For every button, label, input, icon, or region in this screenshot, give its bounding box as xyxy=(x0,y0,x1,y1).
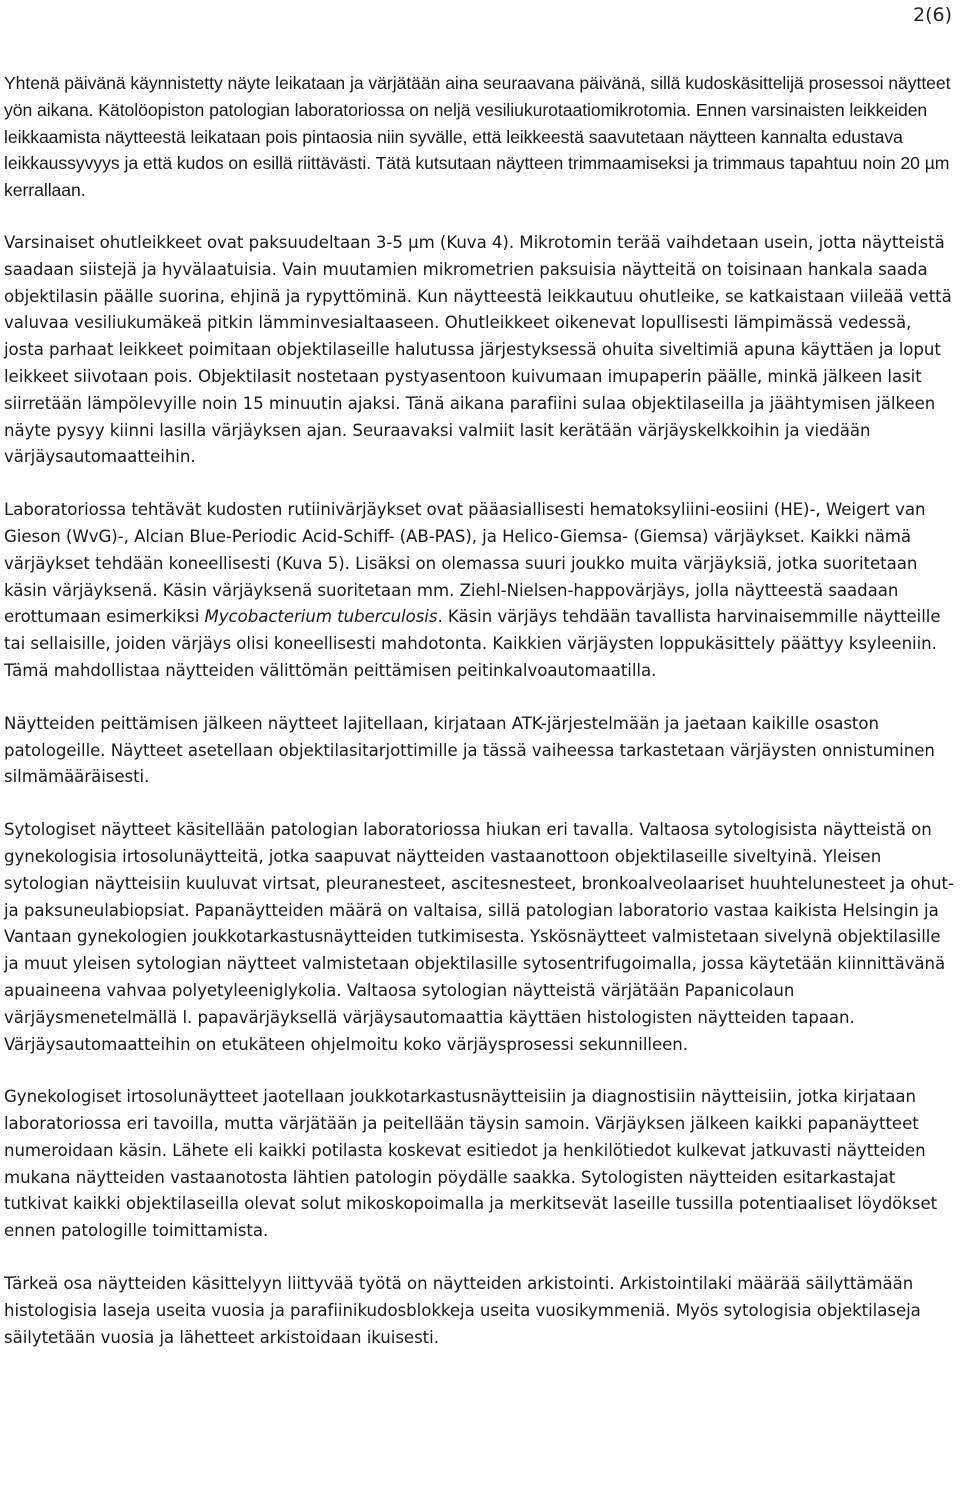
paragraph-text: . Käsin värjäys tehdään tavallista harvinaisemmille näytteille tai sellaisille, joiden värjäys olisi koneellisesti mahdotonta. Kaikkien värjäysten loppukäsittely päättyy ksyleeniin. Tämä mahdollistaa näytteiden välittömän peittämisen peitinkalvoautomaatilla. xyxy=(4,607,941,680)
paragraph-text: Laboratoriossa tehtävät kudosten rutiinivärjäykset ovat pääasiallisesti hematoksyliini-eosiini (HE)-, Weigert van Gieson (WvG)-, Alcian Blue-Periodic Acid-Schiff- (AB-PAS), ja Helico-Giemsa- (Giemsa) värjäykset. Kaikki nämä värjäykset tehdään koneellisesti (Kuva 5). Lisäksi on olemassa suuri joukko muita värjäyksiä, jotka suoritetaan käsin värjäyksenä. Käsin värjäyksenä suoritetaan mm. Ziehl-Nielsen-happovärjäys, jolla näytteestä saadaan erottumaan esimerkiksi xyxy=(4,500,926,627)
paragraph-text: Näytteiden peittämisen jälkeen näytteet lajitellaan, kirjataan ATK-järjestelmään ja jaetaan kaikille osaston patologeille. Näytteet asetellaan objektilasitarjottimille ja tässä vaiheessa tarkastetaan värjäysten onnistuminen silmämääräisesti. xyxy=(4,713,935,787)
paragraph-cytology xyxy=(4,817,956,1058)
paragraph-text: Sytologiset näytteet käsitellään patologian laboratoriossa hiukan eri tavalla. Valtaosa sytologisista näytteistä on gynekologisia irtosolunäytteitä, jotka saapuvat näytteiden vastaanottoon objektilaseille siveltyinä. Yleisen sytologian näytteisiin kuuluvat virtsat, pleuranesteet, ascitesnesteet, bronkoalveolaariset huuhtelunesteet ja ohut- ja paksuneulabiopsiat. Papanäytteiden määrä on valtaisa, sillä patologian laboratorio vastaa kaikista Helsingin ja Vantaan gynekologien joukkotarkastusnäytteiden tutkimisesta. Yskösnäytteet valmistetaan sivelynä objektilasille ja muut yleisen sytologian näytteet valmistetaan objektilasille sytosentrifugoimalla, jossa käytetään kiinnittävänä apuaineena vahvaa polyetyleeniglykolia. Valtaosa sytologian näytteistä värjätään Papanicolaun värjäysmenetelmällä l. papavärjäyksellä värjäysautomaattia käyttäen histologisten näytteiden tapaan. Värjäysautomaatteihin on etukäteen ohjelmoitu koko värjäysprosessi sekunnilleen. xyxy=(4,820,954,1054)
paragraph-sorting xyxy=(4,711,956,791)
species-name: Mycobacterium tuberculosis xyxy=(204,607,438,627)
paragraph-text: Varsinaiset ohutleikkeet ovat paksuudeltaan 3-5 µm (Kuva 4). Mikrotomin terää vaihdetaan usein, jotta näytteistä saadaan siistejä ja hyvälaatuisia. Vain muutamien mikrometrien paksuisia näytteitä on toisinaan hankala saada objektilasin päälle suorina, ehjinä ja rypyttöminä. Kun näytteestä leikkautuu ohutleike, se katkaistaan viileää vettä valuvaa vesiliukumäkeä pitkin lämminvesialtaaseen. Ohutleikkeet oikenevat lopullisesti lämpimässä vedessä, josta parhaat leikkeet poimitaan objektilaseille halutussa järjestyksessä ohuita siveltimiä apuna käyttäen ja loput leikkeet siivotaan pois. Objektilasit nostetaan pystyasentoon kuivumaan imupaperin päälle, minkä jälkeen lasit siirretään lämpölevyille noin 15 minuutin ajaksi. Tänä aikana parafiini sulaa objektilaseilla ja jäähtymisen jälkeen näyte pysyy kiinni lasilla värjäyksen ajan. Seuraavaksi valmiit lasit kerätään värjäyskelkkoihin ja viedään värjäysautomaatteihin. xyxy=(4,232,952,467)
document-body xyxy=(4,70,956,1377)
paragraph-routine-stains xyxy=(4,497,956,685)
paragraph-text: Yhtenä päivänä käynnistetty näyte leikataan ja värjätään aina seuraavana päivänä, sillä kudoskäsittelijä prosessoi näytteet yön aikana. Kätolöopiston patologian laboratoriossa on neljä vesiliukurotaatiomikrotomia. Ennen varsinaisten leikkeiden leikkaamista näytteestä leikataan pois pintaosia niin syvälle, että leikkeestä saavutetaan näytteen kannalta edustava leikkaussyvyys ja että kudos on esillä riittävästi. Tätä kutsutaan näytteen trimmaamiseksi ja trimmaus tapahtuu noin 20 µm kerrallaan. xyxy=(4,73,951,201)
paragraph-thin-sections xyxy=(4,230,956,471)
paragraph-microtomy-intro xyxy=(4,70,956,204)
paragraph-text: Gynekologiset irtosolunäytteet jaotellaan joukkotarkastusnäytteisiin ja diagnostisiin näytteisiin, jotka kirjataan laboratoriossa eri tavoilla, mutta värjätään ja peitellään täysin samoin. Värjäyksen jälkeen kaikki papanäytteet numeroidaan käsin. Lähete eli kaikki potilasta koskevat esitiedot ja henkilötiedot kulkevat jatkuvasti näytteiden mukana näytteiden vastaanotosta lähtien patologin pöydälle saakka. Sytologisten näytteiden esitarkastajat tutkivat kaikki objektilaseilla olevat solut mikoskopoimalla ja merkitsevät laseille tussilla potentiaaliset löydökset ennen patologille toimittamista. xyxy=(4,1087,938,1241)
paragraph-gynecological xyxy=(4,1084,956,1245)
page-number: 2(6) xyxy=(912,4,952,26)
paragraph-text: Tärkeä osa näytteiden käsittelyyn liittyvää työtä on näytteiden arkistointi. Arkistointilaki määrää säilyttämään histologisia laseja useita vuosia ja parafiinikudosblokkeja useita vuosikymmeniä. Myös sytologisia objektilaseja säilytetään vuosia ja lähetteet arkistoidaan ikuisesti. xyxy=(4,1274,921,1347)
paragraph-archiving xyxy=(4,1271,956,1351)
